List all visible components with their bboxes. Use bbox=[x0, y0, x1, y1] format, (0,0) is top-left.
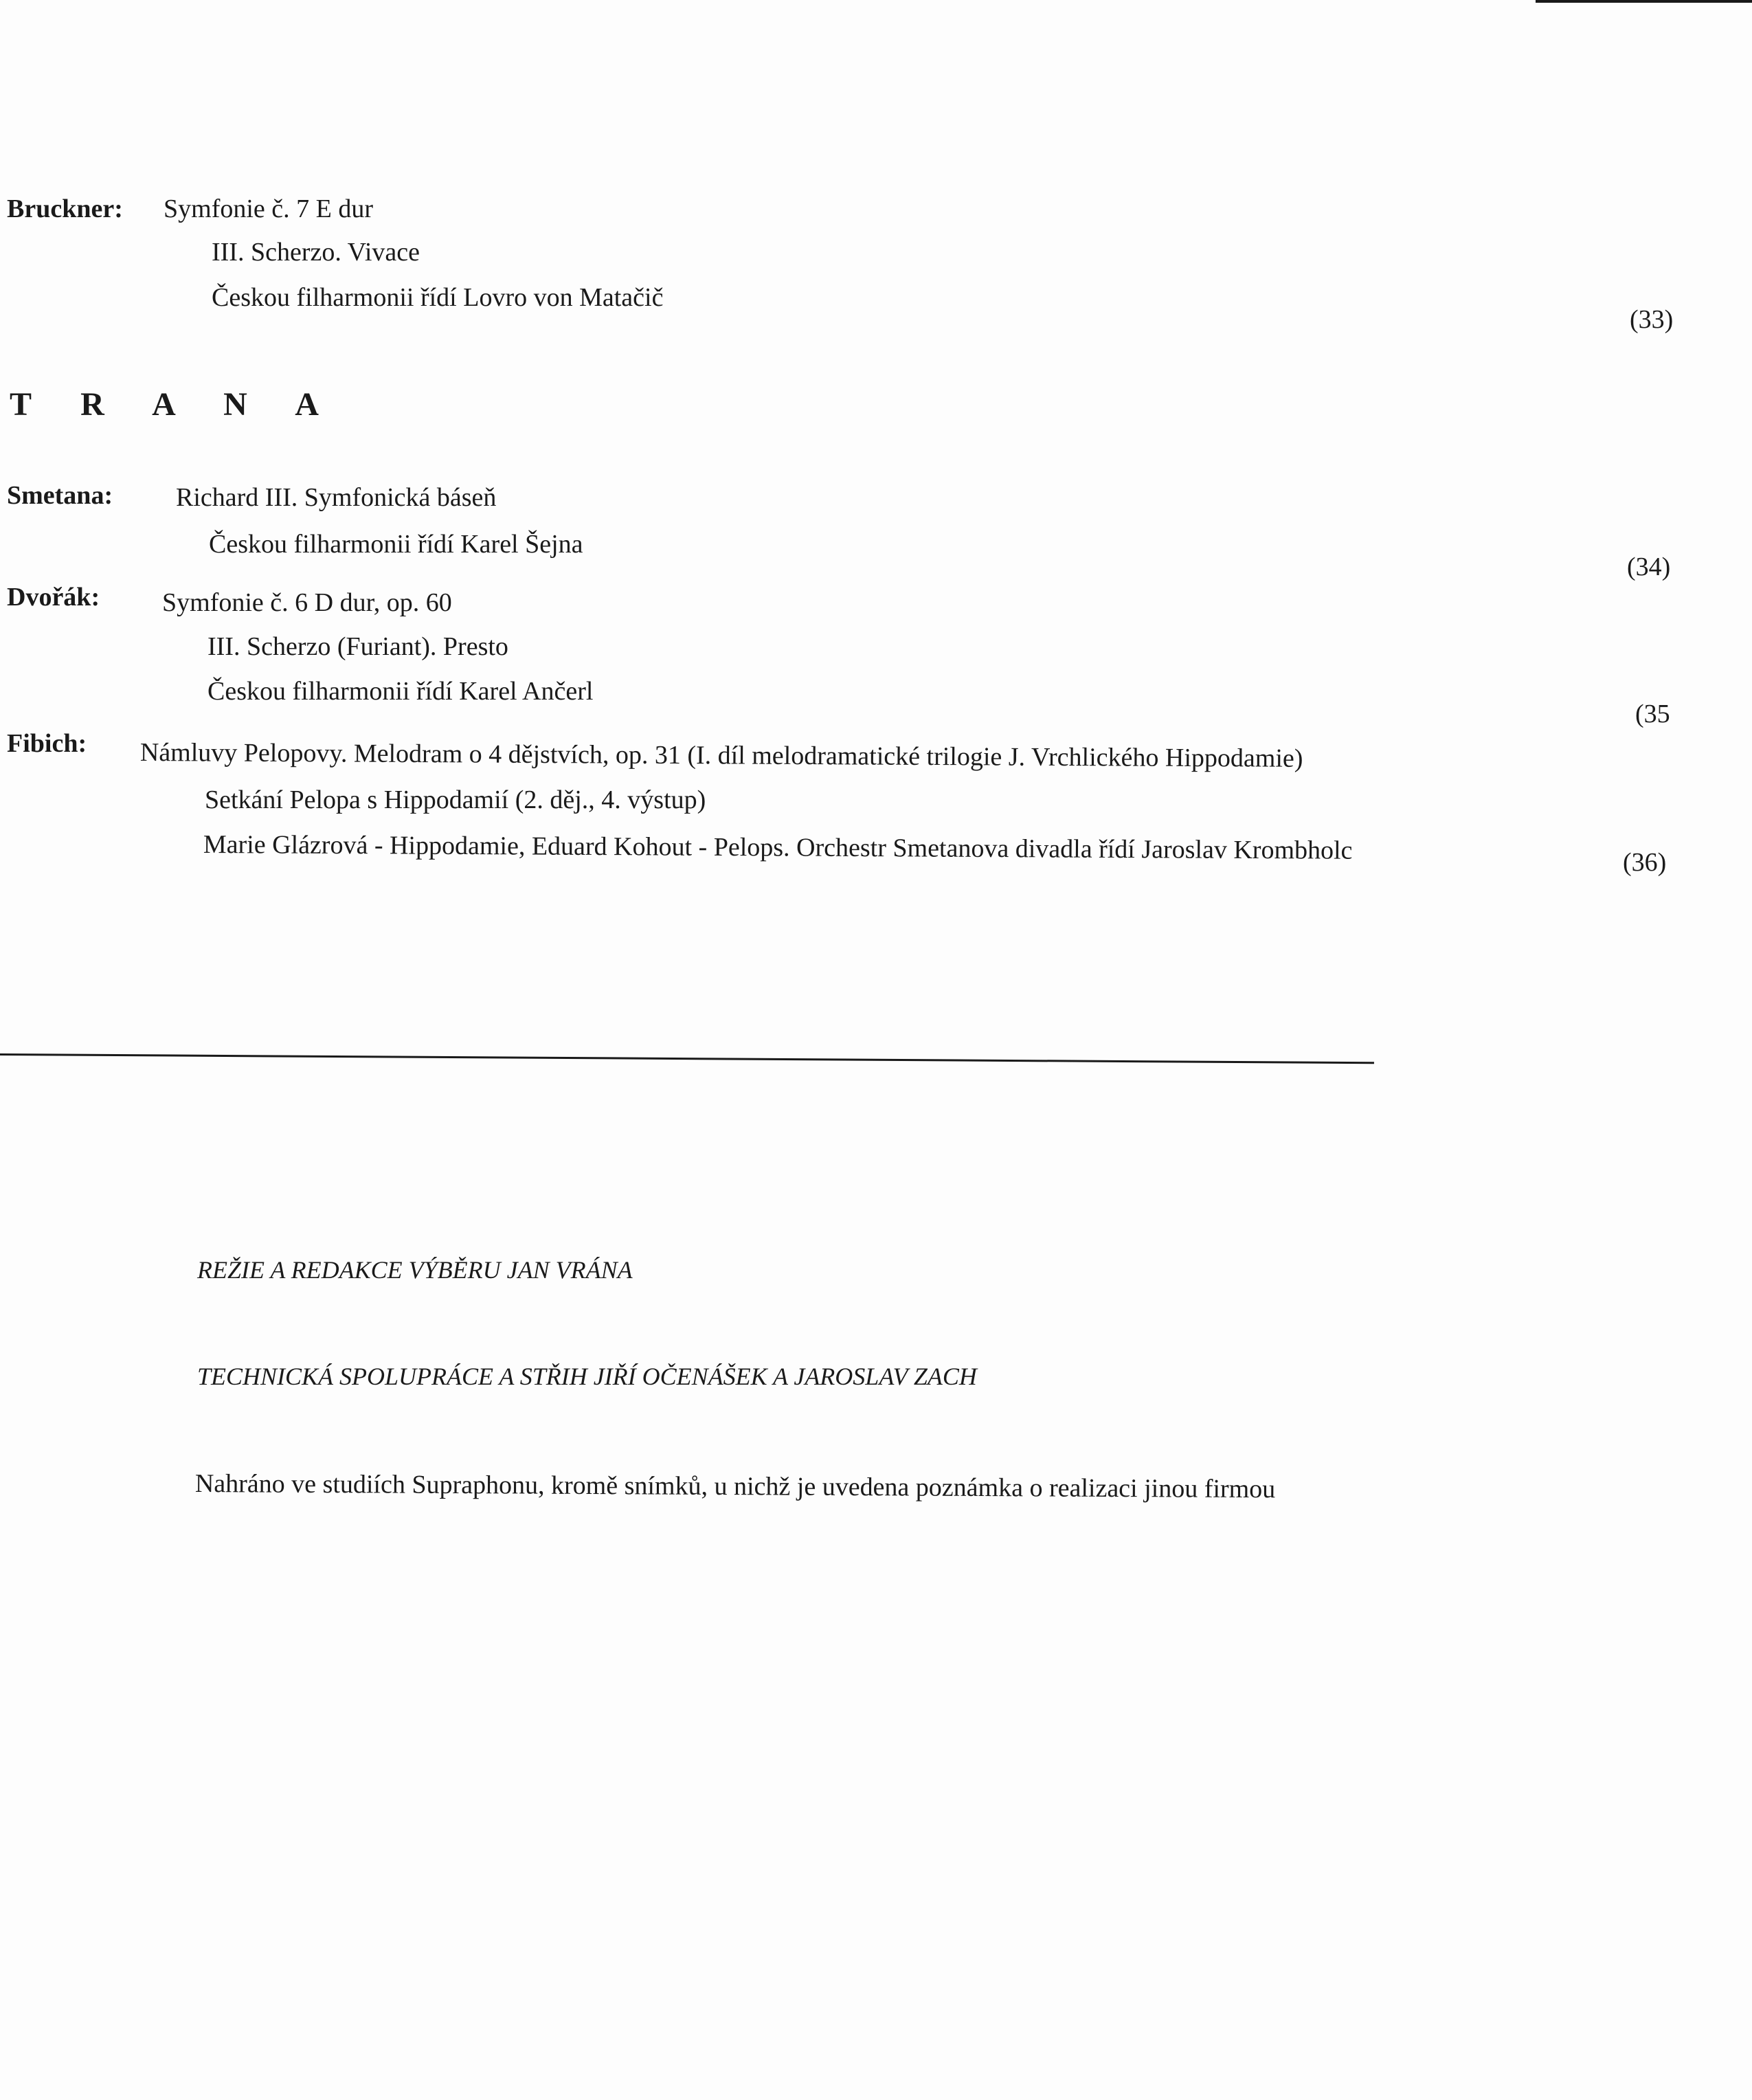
track-number: (33) bbox=[1630, 305, 1674, 334]
top-rule bbox=[1536, 0, 1752, 3]
composer-bruckner: Bruckner: bbox=[7, 194, 123, 223]
track-performers: Českou filharmonii řídí Lovro von Matačič bbox=[212, 283, 664, 312]
track-title: Námluvy Pelopovy. Melodram o 4 dějstvích, op. 31 (I. díl melodramatické trilogie J. Vrchlického Hippodamie) bbox=[139, 738, 1303, 773]
track-title: Symfonie č. 6 D dur, op. 60 bbox=[162, 588, 452, 617]
credits-direction: REŽIE A REDAKCE VÝBĚRU JAN VRÁNA bbox=[197, 1256, 633, 1284]
track-movement: Setkání Pelopa s Hippodamií (2. děj., 4. výstup) bbox=[205, 785, 706, 814]
track-title: Symfonie č. 7 E dur bbox=[164, 194, 374, 223]
track-movement: III. Scherzo. Vivace bbox=[212, 238, 420, 267]
side-heading: T R A N A bbox=[10, 386, 339, 423]
track-number: (34) bbox=[1627, 552, 1671, 581]
track-performers: Českou filharmonii řídí Karel Šejna bbox=[209, 530, 583, 559]
composer-fibich: Fibich: bbox=[7, 729, 87, 758]
track-performers: Českou filharmonii řídí Karel Ančerl bbox=[207, 677, 594, 706]
recording-note: Nahráno ve studiích Supraphonu, kromě snímků, u nichž je uvedena poznámka o realizaci jinou firmou bbox=[194, 1469, 1276, 1504]
track-movement: III. Scherzo (Furiant). Presto bbox=[207, 632, 508, 661]
track-number: (36) bbox=[1623, 848, 1667, 877]
credits-technical: TECHNICKÁ SPOLUPRÁCE A STŘIH JIŘÍ OČENÁŠEK A JAROSLAV ZACH bbox=[197, 1363, 977, 1390]
composer-dvorak: Dvořák: bbox=[7, 583, 100, 612]
track-title: Richard III. Symfonická báseň bbox=[176, 483, 497, 512]
track-number: (35 bbox=[1635, 700, 1670, 728]
composer-smetana: Smetana: bbox=[7, 481, 113, 510]
divider-rule bbox=[0, 1053, 1374, 1064]
track-performers: Marie Glázrová - Hippodamie, Eduard Kohout - Pelops. Orchestr Smetanova divadla řídí Jaroslav Krombholc bbox=[203, 830, 1353, 865]
